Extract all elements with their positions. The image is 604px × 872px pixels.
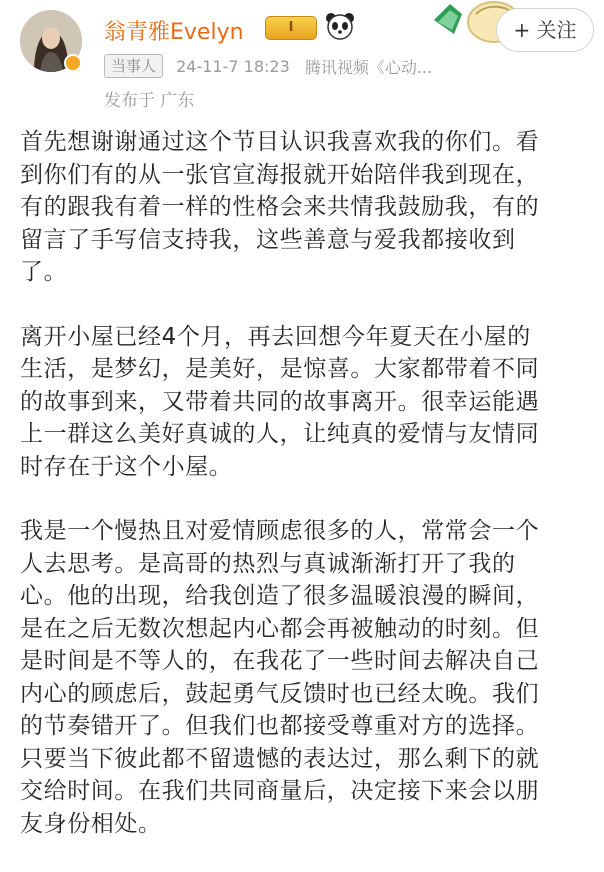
post-body bbox=[20, 126, 590, 872]
post-paragraph: 我是一个慢热且对爱情顾虑很多的人，常常会一个 人去思考。是高哥的热烈与真诚渐渐打开了我的 心。他的出现，给我创造了很多温暖浪漫的瞬间， 是在之后无数次想起内心都会再被触动的时刻。但 是时间是不等人的，在我花了一些时间去解决自己 内心的顾虑后，鼓起勇气反馈时也已经太晚。我们 的节奏错开了。但我们也都接受尊重对方的选择。 只要当下彼此都不留遗憾的表达过，那么剩下的就 交给时间。在我们共同商量后，决定接下来会以朋 友身份相处。 bbox=[20, 518, 540, 837]
follow-button[interactable]: + 关注 bbox=[496, 8, 594, 52]
username[interactable]: 翁青雅Evelyn bbox=[104, 20, 244, 45]
post-paragraph: 首先想谢谢通过这个节目认识我喜欢我的你们。看 到你们有的从一张官宣海报就开始陪伴我到现在， 有的跟我有着一样的性格会来共情我鼓励我，有的 留言了手写信支持我，这些善意与爱我都接收到 了。 bbox=[20, 129, 540, 285]
vip-badge: Ⅰ bbox=[265, 16, 317, 40]
post-timestamp: 24-11-7 18:23 bbox=[176, 56, 290, 76]
post-source[interactable]: 腾讯视频《心动... bbox=[304, 57, 433, 77]
post-header bbox=[0, 0, 604, 118]
post-location: 发布于 广东 bbox=[104, 91, 195, 111]
party-tag: 当事人 bbox=[104, 54, 163, 78]
post-paragraph: 离开小屋已经4个月，再去回想今年夏天在小屋的 生活，是梦幻，是美好，是惊喜。大家都带着不同 的故事到来，又带着共同的故事离开。很幸运能遇 上一群这么美好真诚的人，让纯真的爱情与友情同 时存在于这个小屋。 bbox=[20, 323, 540, 480]
post-meta bbox=[104, 54, 442, 82]
panda-icon bbox=[325, 11, 355, 41]
verified-badge-icon bbox=[64, 54, 82, 72]
